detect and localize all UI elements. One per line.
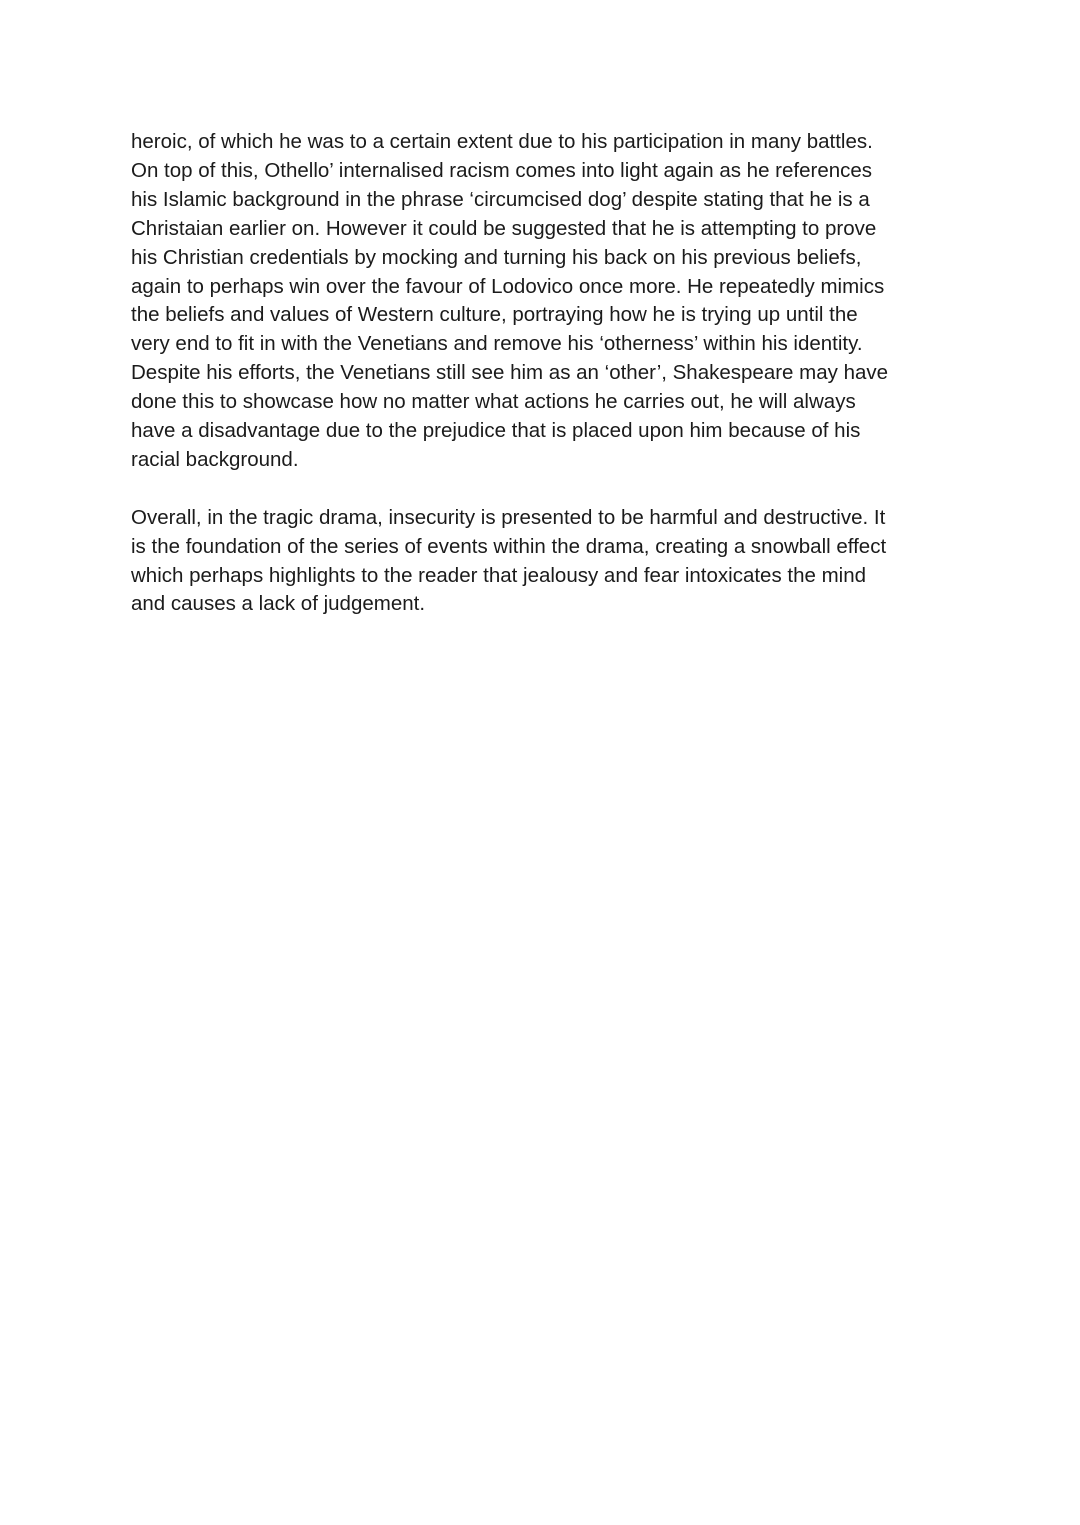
text-line: again to perhaps win over the favour of Lodovico once more. He repeatedly mimics <box>131 274 885 298</box>
text-line: and causes a lack of judgement. <box>131 592 426 616</box>
text-line: very end to fit in with the Venetians and remove his ‘otherness’ within his identity. <box>131 332 863 356</box>
text-line: the beliefs and values of Western culture, portraying how he is trying up until the <box>131 303 858 327</box>
text-line: which perhaps highlights to the reader that jealousy and fear intoxicates the mind <box>131 563 867 587</box>
text-line: Overall, in the tragic drama, insecurity is presented to be harmful and destructive. It <box>131 505 886 529</box>
text-line: is the foundation of the series of events within the drama, creating a snowball effect <box>131 534 887 558</box>
paragraph-conclusion <box>131 504 951 620</box>
text-line: done this to showcase how no matter what actions he carries out, he will always <box>131 390 856 414</box>
text-line: heroic, of which he was to a certain extent due to his participation in many battles. <box>131 130 873 153</box>
text-line: Despite his efforts, the Venetians still see him as an ‘other’, Shakespeare may have <box>131 361 889 385</box>
text-line: his Christian credentials by mocking and turning his back on his previous beliefs, <box>131 245 862 269</box>
text-line: have a disadvantage due to the prejudice that is placed upon him because of his <box>131 419 861 443</box>
text-line: On top of this, Othello’ internalised racism comes into light again as he references <box>131 158 873 182</box>
paragraph-othello-identity <box>131 128 951 475</box>
document-body <box>131 128 951 619</box>
text-line: Christaian earlier on. However it could be suggested that he is attempting to prove <box>131 216 877 240</box>
text-line: his Islamic background in the phrase ‘circumcised dog’ despite stating that he is a <box>131 187 870 211</box>
text-line: racial background. <box>131 447 299 471</box>
